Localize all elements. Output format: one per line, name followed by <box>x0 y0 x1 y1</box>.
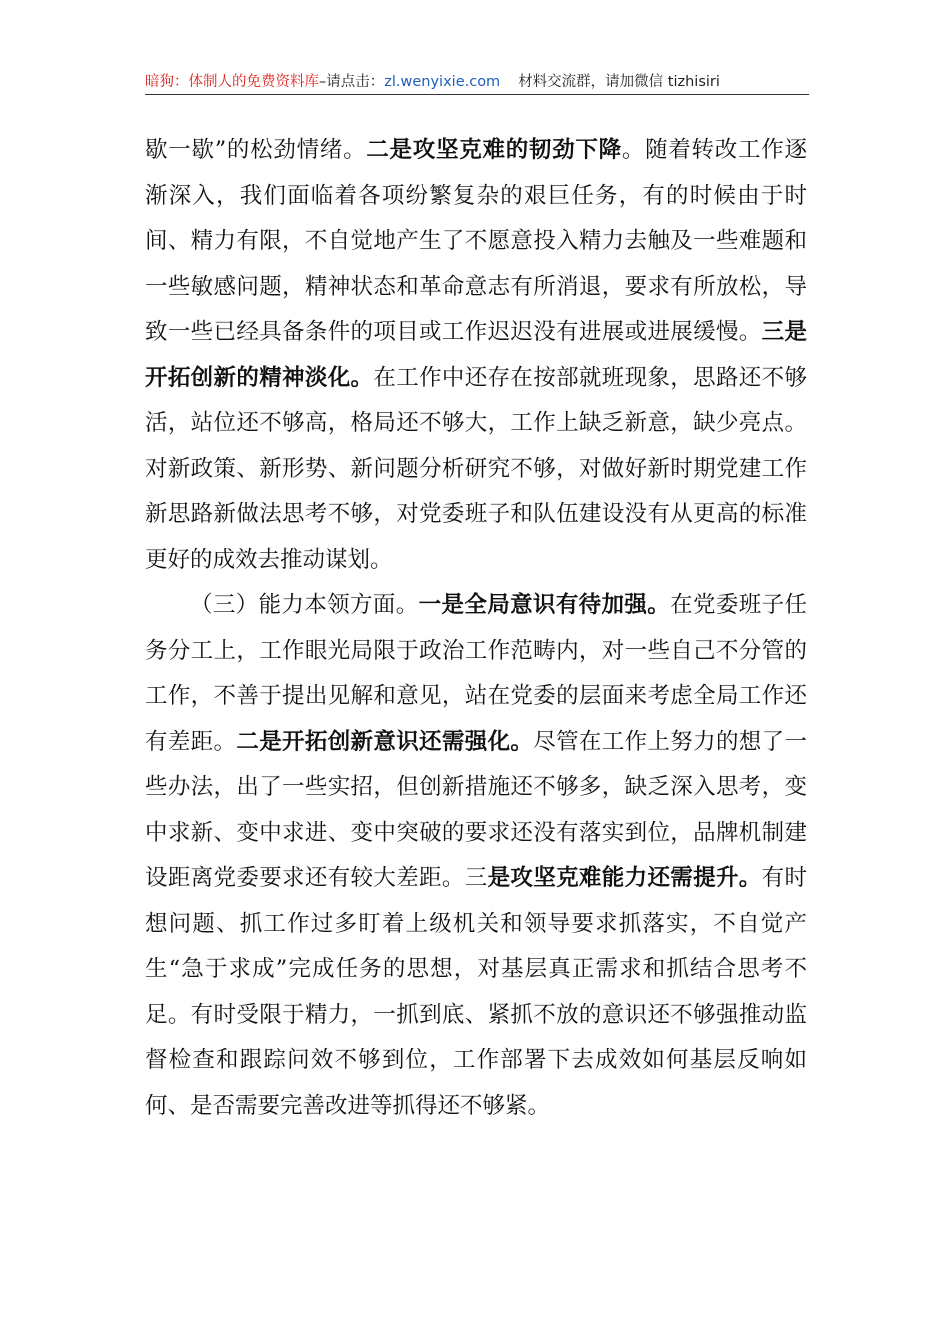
page-header <box>145 72 809 92</box>
paragraph-1 <box>145 128 807 583</box>
link-prefix: –请点击： <box>319 74 385 90</box>
p1-text-2: 。随着转改工作逐渐深入，我们面临着各项纷繁复杂的艰巨任务，有的时候由于时间、精力有限，不自觉地产生了不愿意投入精力去触及一些难题和一些敏感问题，精神状态和革命意志有所消退，要求有所放松，导致一些已经具备条件的项目或工作迟迟没有进展或进展缓慢。 <box>145 137 807 345</box>
p2-text-3: 尽管在工作上努力的想了一些办法，出了一些实招，但创新措施还不够多，缺乏深入思考，变中求新、变中求进、变中突破的要求还没有落实到位，品牌机制建设距离党委要求还有较大差距。三 <box>145 728 807 891</box>
p2-text-2: 在党委班子任务分工上，工作眼光局限于政治工作范畴内，对一些自己不分管的工作，不善于提出见解和意见，站在党委的层面来考虑全局工作还有差距。 <box>145 592 807 755</box>
p2-bold-1: 一是全局意识有待加强。 <box>418 592 671 618</box>
p2-text-4: 有时想问题、抓工作过多盯着上级机关和领导要求抓落实，不自觉产生“急于求成”完成任务的思想，对基层真正需求和抓结合思考不足。有时受限于精力，一抓到底、紧抓不放的意识还不够强推动监督检查和跟踪问效不够到位，工作部署下去成效如何基层反响如何、是否需要完善改进等抓得还不够紧。 <box>145 865 807 1119</box>
site-name: 暗狗：体制人的免费资料库 <box>145 74 319 90</box>
p1-text-3: 在工作中还存在按部就班现象，思路还不够活，站位还不够高，格局还不够大，工作上缺乏新意，缺少亮点。对新政策、新形势、新问题分析研究不够，对做好新时期党建工作新思路新做法思考不够，对党委班子和队伍建设没有从更高的标准更好的成效去推动谋划。 <box>145 364 807 573</box>
p2-bold-2: 二是开拓创新意识还需强化。 <box>236 728 534 755</box>
p2-text-1: （三）能力本领方面。 <box>190 592 419 618</box>
paragraph-2 <box>145 583 807 1129</box>
header-divider <box>145 94 809 95</box>
p1-bold-1: 二是攻坚克难的韧劲下降 <box>366 137 622 163</box>
contact-text: 材料交流群，请加微信 tizhisiri <box>518 74 720 90</box>
p1-text-1: 歇一歇”的松劲情绪。 <box>145 137 367 163</box>
site-link[interactable]: zl.wenyixie.com <box>384 74 501 90</box>
document-body <box>145 128 807 1129</box>
p1-bold-2: 三是开拓创新的精神淡化。 <box>145 319 807 391</box>
p2-bold-3: 是攻坚克难能力还需提升。 <box>487 865 762 891</box>
